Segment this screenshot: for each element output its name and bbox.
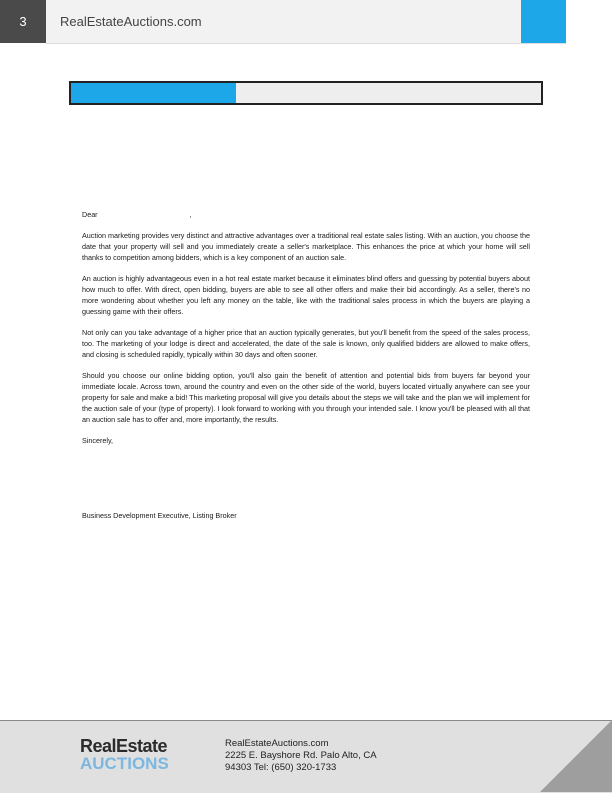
- progress-bar-fill: [71, 83, 236, 103]
- header-title: RealEstateAuctions.com: [60, 14, 202, 29]
- progress-bar: [69, 81, 543, 105]
- footer-address-line-1: 2225 E. Bayshore Rd. Palo Alto, CA: [225, 750, 377, 761]
- company-logo: [80, 738, 184, 772]
- closing: Sincerely,: [82, 436, 114, 445]
- letter-paragraph: An auction is highly advantageous even in a hot real estate market because it eliminates blind offers and guessing by potential buyers about how much to offer. With direct, open bidding, buyers are able to see all other offers and make their bid accordingly. As a seller, there's no more wondering about whether you left any money on the table, like with the traditional sales process in which the buyers are playing a guessing game with their offers.: [82, 274, 530, 316]
- signature-space: [82, 456, 530, 510]
- footer-website: RealEstateAuctions.com: [225, 738, 329, 749]
- letter-paragraph: Not only can you take advantage of a higher price that an auction typically generates, but you'll benefit from the speed of the sales process, too. The marketing of your lodge is direct and accelerated, the date of the sale is known, only qualified bidders are allowed to make offers, and closing is scheduled rapidly, typically within 30 days and often sooner.: [82, 328, 530, 359]
- footer-corner-decoration: [540, 720, 612, 792]
- salutation-text: Dear: [82, 210, 98, 219]
- letter-body: [82, 209, 530, 531]
- header-accent-block: [521, 0, 566, 43]
- page-number-badge: 3: [0, 0, 46, 43]
- footer-address-line-2: 94303 Tel: (650) 320-1733: [225, 762, 337, 773]
- letter-paragraph: Should you choose our online bidding option, you'll also gain the benefit of attention and potential bids from buyers far beyond your immediate locale. Across town, around the country and even on the other side of the world, buyers located virtually anywhere can see your property for sale and make a bid! This marketing proposal will give you details about the steps we will take and the plan we will implement for the auction sale of your (type of property). I look forward to working with you through your intended sale. I know you'll be pleased with all that an auction sale has to offer and, more importantly, the results.: [82, 371, 530, 424]
- signature-title: Business Development Executive, Listing Broker: [82, 511, 237, 520]
- salutation-comma: ,: [189, 210, 192, 219]
- salutation: [82, 209, 530, 220]
- logo-line-2: AUCTIONS: [80, 754, 169, 773]
- footer-contact: [225, 738, 377, 774]
- letter-paragraph: Auction marketing provides very distinct and attractive advantages over a traditional real estate sales listing. With an auction, you choose the date that your property will sell and you immediately create a seller's marketplace. This enhances the price at which your home will sell thanks to competition among bidders, which is a key component of an auction sale.: [82, 231, 530, 262]
- logo-line-1: RealEstate: [80, 736, 168, 756]
